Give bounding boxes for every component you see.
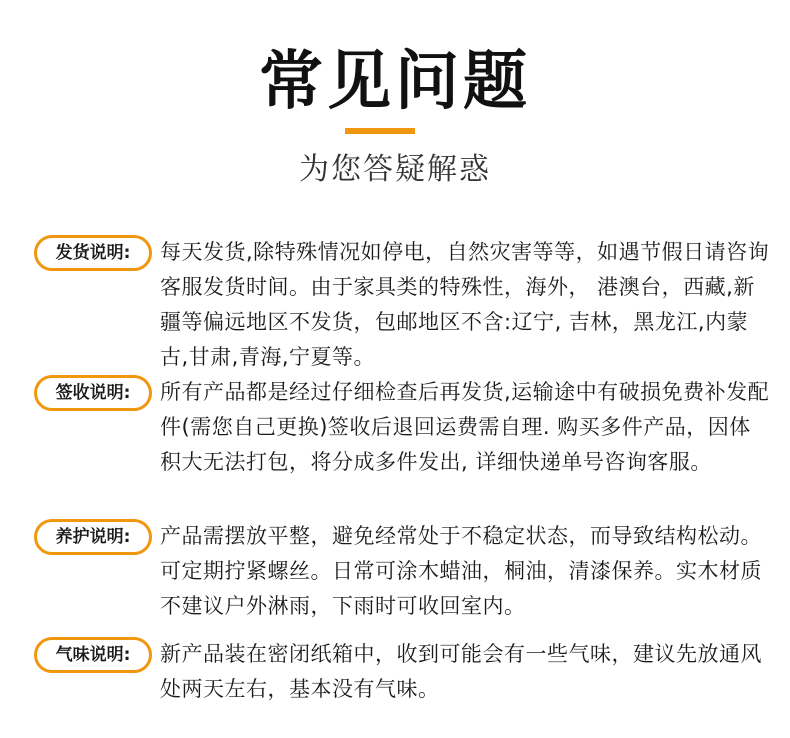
page-title: 常见问题 — [259, 45, 531, 119]
faq-text-care: 产品需摆放平整，避免经常处于不稳定状态，而导致结构松动。可定期拧紧螺丝。日常可涂木蜡油，桐油，清漆保养。实木材质不建议户外淋雨，下雨时可收回室内。 — [160, 524, 762, 618]
page-subtitle: 为您答疑解惑 — [299, 152, 491, 187]
faq-label-receipt: 签收说明: — [34, 375, 152, 411]
faq-label-care: 养护说明: — [34, 519, 152, 555]
faq-label-shipping: 发货说明: — [34, 235, 152, 271]
title-underline — [345, 128, 415, 134]
faq-label-odor: 气味说明: — [34, 637, 152, 673]
faq-text-odor: 新产品装在密闭纸箱中，收到可能会有一些气味，建议先放通风处两天左右，基本没有气味。 — [160, 642, 762, 701]
faq-text-receipt: 所有产品都是经过仔细检查后再发货,运输途中有破损免费补发配件(需您自己更换)签收后退回运费需自理. 购买多件产品，因体积大无法打包，将分成多件发出, 详细快递单号咨询客服。 — [160, 380, 770, 474]
faq-text-shipping: 每天发货,除特殊情况如停电，自然灾害等等，如遇节假日请咨询客服发货时间。由于家具类的特殊性，海外， 港澳台，西藏,新疆等偏远地区不发货，包邮地区不含:辽宁, 吉林，黑龙江,内蒙古,甘肃,青海,宁夏等。 — [160, 240, 770, 369]
